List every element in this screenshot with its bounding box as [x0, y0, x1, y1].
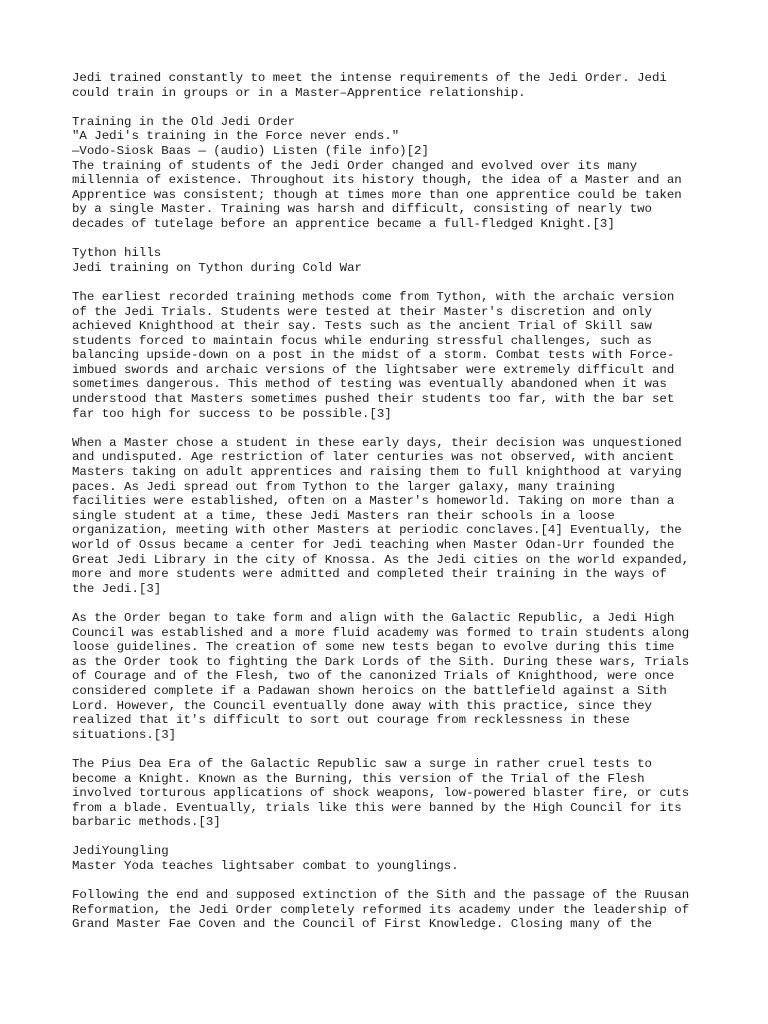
- text-line: Apprentice was consistent; though at times more than one apprentice could be taken: [72, 187, 682, 202]
- text-line: Tython hills: [72, 246, 162, 261]
- text-line: "A Jedi's training in the Force never ends.": [72, 129, 400, 144]
- text-line: become a Knight. Known as the Burning, this version of the Trial of the Flesh: [72, 771, 645, 786]
- text-paragraph: [72, 611, 712, 742]
- text-line: As the Order began to take form and align with the Galactic Republic, a Jedi High: [72, 610, 675, 625]
- text-line: Master Yoda teaches lightsaber combat to younglings.: [72, 859, 459, 874]
- text-line: considered complete if a Padawan shown heroics on the battlefield against a Sith: [72, 683, 667, 698]
- text-line: students forced to maintain focus while enduring stressful challenges, such as: [72, 333, 652, 348]
- text-line: facilities were established, often on a Master's homeworld. Taking on more than a: [72, 494, 675, 509]
- text-line: balancing upside-down on a post in the midst of a storm. Combat tests with Force-: [72, 348, 675, 363]
- text-line: single student at a time, these Jedi Masters ran their schools in a loose: [72, 508, 615, 523]
- text-paragraph: [72, 246, 712, 275]
- text-paragraph: [72, 844, 712, 873]
- text-line: The training of students of the Jedi Order changed and evolved over its many: [72, 158, 638, 173]
- text-line: loose guidelines. The creation of some new tests began to evolve during this time: [72, 640, 675, 655]
- text-line: far too high for success to be possible.[3]: [72, 406, 392, 421]
- text-line: as the Order took to fighting the Dark Lords of the Sith. During these wars, Trials: [72, 654, 690, 669]
- text-paragraph: [72, 290, 712, 421]
- text-line: and undisputed. Age restriction of later centuries was not observed, with ancient: [72, 450, 675, 465]
- text-line: Following the end and supposed extinction of the Sith and the passage of the Ruusan: [72, 888, 690, 903]
- text-paragraph: [72, 757, 712, 830]
- text-line: by a single Master. Training was harsh and difficult, consisting of nearly two: [72, 202, 652, 217]
- text-line: realized that it's difficult to sort out courage from recklessness in these: [72, 713, 630, 728]
- text-line: imbued swords and archaic versions of the lightsaber were extremely difficult and: [72, 362, 675, 377]
- text-line: achieved Knighthood at their say. Tests such as the ancient Trial of Skill saw: [72, 319, 652, 334]
- text-line: Jedi training on Tython during Cold War: [72, 260, 362, 275]
- text-line: of Courage and of the Flesh, two of the canonized Trials of Knighthood, were once: [72, 669, 675, 684]
- text-line: JediYoungling: [72, 844, 169, 859]
- text-line: involved torturous applications of shock weapons, low-powered blaster fire, or cuts: [72, 786, 690, 801]
- text-line: Council was established and a more fluid academy was formed to train students along: [72, 625, 690, 640]
- text-line: world of Ossus became a center for Jedi teaching when Master Odan-Urr founded the: [72, 538, 675, 552]
- text-line: —Vodo-Siosk Baas — (audio) Listen (file info)[2]: [72, 143, 429, 158]
- text-line: paces. As Jedi spread out from Tython to the larger galaxy, many training: [72, 479, 615, 494]
- text-line: understood that Masters sometimes pushed their students too far, with the bar set: [72, 392, 675, 407]
- text-line: Grand Master Fae Coven and the Council of First Knowledge. Closing many of the: [72, 917, 652, 932]
- text-line: When a Master chose a student in these early days, their decision was unquestioned: [72, 435, 682, 450]
- text-line: sometimes dangerous. This method of testing was eventually abandoned when it was: [72, 377, 667, 392]
- text-line: barbaric methods.[3]: [72, 815, 221, 830]
- text-line: from a blade. Eventually, trials like this were banned by the High Council for its: [72, 800, 682, 815]
- text-paragraph: [72, 888, 712, 932]
- text-line: decades of tutelage before an apprentice became a full-fledged Knight.[3]: [72, 216, 615, 231]
- text-line: situations.[3]: [72, 727, 177, 742]
- text-line: The earliest recorded training methods come from Tython, with the archaic version: [72, 289, 675, 304]
- text-line: millennia of existence. Throughout its history though, the idea of a Master and an: [72, 173, 682, 188]
- document-page: [72, 71, 712, 947]
- text-line: Great Jedi Library in the city of Knossa. As the Jedi cities on the world expanded,: [72, 552, 690, 567]
- text-line: of the Jedi Trials. Students were tested at their Master's discretion and only: [72, 304, 652, 319]
- text-line: Lord. However, the Council eventually done away with this practice, since they: [72, 698, 652, 713]
- text-line: Masters taking on adult apprentices and raising them to full knighthood at varying: [72, 465, 682, 480]
- text-paragraph: [72, 436, 712, 597]
- text-line: Reformation, the Jedi Order completely reformed its academy under the leadership of: [72, 902, 690, 917]
- text-line: the Jedi.[3]: [72, 581, 162, 596]
- text-line: Training in the Old Jedi Order: [72, 114, 296, 129]
- text-line: organization, meeting with other Masters at periodic conclaves.[4] Eventually, the: [72, 523, 682, 538]
- text-paragraph: [72, 71, 712, 100]
- text-paragraph: [72, 115, 712, 232]
- text-line: The Pius Dea Era of the Galactic Republic saw a surge in rather cruel tests to: [72, 756, 652, 771]
- text-line: Jedi trained constantly to meet the intense requirements of the Jedi Order. Jedi: [72, 71, 667, 85]
- text-line: more and more students were admitted and completed their training in the ways of: [72, 567, 667, 582]
- text-line: could train in groups or in a Master–Apprentice relationship.: [72, 85, 526, 100]
